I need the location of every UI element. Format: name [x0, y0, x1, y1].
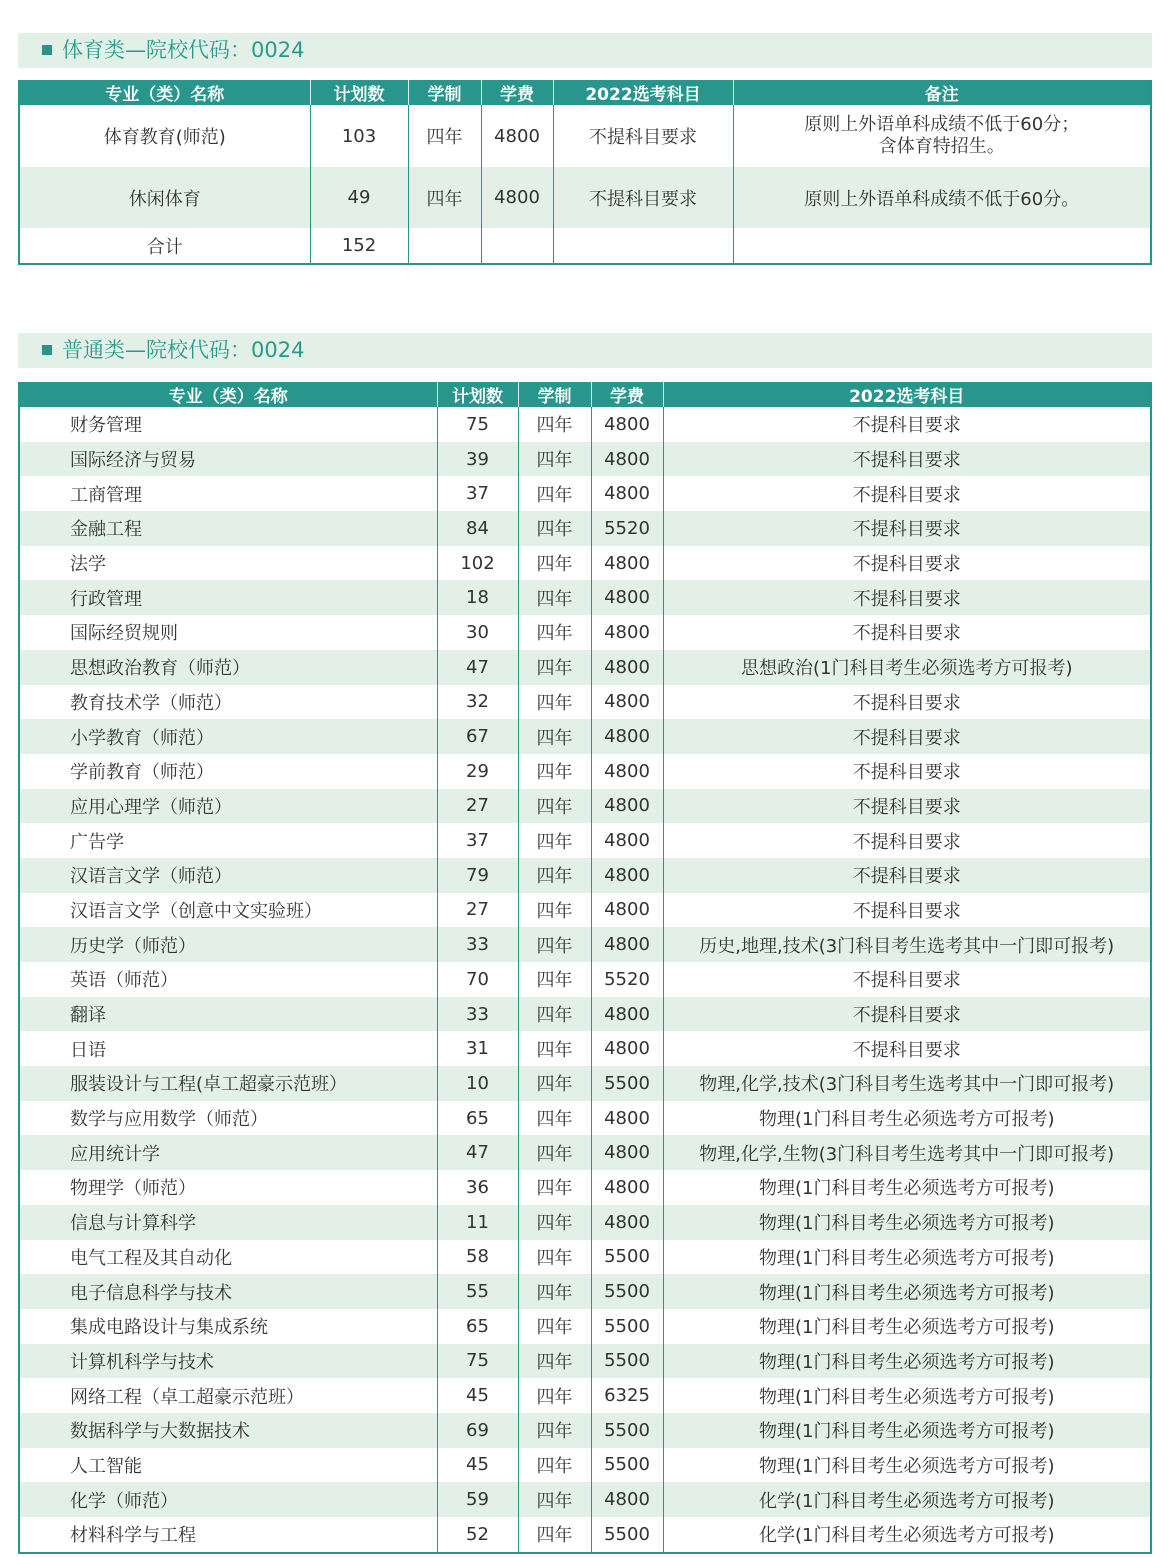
fee: 4800 [591, 719, 663, 754]
total-row [19, 228, 1151, 264]
fee: 5520 [591, 962, 663, 997]
table-row [19, 407, 1151, 442]
subjects: 不提科目要求 [663, 823, 1151, 858]
table-header-row [19, 382, 1151, 407]
years: 四年 [518, 1135, 591, 1170]
plan-count: 49 [310, 167, 408, 228]
section-title-general [18, 333, 1152, 368]
major-name: 应用统计学 [19, 1135, 437, 1170]
total-plan: 152 [310, 228, 408, 264]
plan-count: 30 [437, 615, 518, 650]
major-name: 英语（师范） [70, 970, 178, 992]
table-row [19, 546, 1151, 581]
major-name: 小学教育（师范） [19, 719, 437, 754]
table-row [19, 511, 1151, 546]
fee: 4800 [591, 1135, 663, 1170]
major-name: 教育技术学（师范） [70, 692, 232, 714]
subjects: 历史,地理,技术(3门科目考生选考其中一门即可报考) [663, 927, 1151, 962]
table-row [19, 962, 1151, 997]
subjects: 不提科目要求 [663, 962, 1151, 997]
subjects: 物理(1门科目考生必须选考方可报考) [663, 1413, 1151, 1448]
plan-count: 27 [437, 893, 518, 928]
major-name: 物理学（师范） [70, 1178, 196, 1200]
years: 四年 [518, 1101, 591, 1136]
subjects: 物理(1门科目考生必须选考方可报考) [663, 1448, 1151, 1483]
major-name: 材料科学与工程 [70, 1525, 196, 1547]
major-name: 财务管理 [70, 415, 142, 437]
table-row [19, 1274, 1151, 1309]
plan-count: 55 [437, 1274, 518, 1309]
table-row [19, 1378, 1151, 1413]
years: 四年 [408, 167, 481, 228]
plan-count: 58 [437, 1240, 518, 1275]
plan-count: 59 [437, 1482, 518, 1517]
table-row [19, 650, 1151, 685]
subjects: 物理(1门科目考生必须选考方可报考) [663, 1309, 1151, 1344]
years: 四年 [518, 476, 591, 511]
header-plan: 计划数 [437, 382, 518, 407]
years: 四年 [518, 650, 591, 685]
years: 四年 [518, 1205, 591, 1240]
major-name: 体育教育(师范) [103, 127, 226, 148]
fee: 4800 [591, 754, 663, 789]
table-row [19, 1135, 1151, 1170]
fee: 5500 [591, 1274, 663, 1309]
fee: 4800 [481, 105, 553, 167]
table-row [19, 754, 1151, 789]
note-line: 含体育特招生。 [878, 136, 1005, 157]
major-name: 广告学 [70, 831, 124, 853]
major-name: 行政管理 [19, 580, 437, 615]
subjects: 物理(1门科目考生必须选考方可报考) [663, 1274, 1151, 1309]
subjects: 物理,化学,技术(3门科目考生选考其中一门即可报考) [663, 1066, 1151, 1101]
header-fee: 学费 [591, 382, 663, 407]
subjects: 不提科目要求 [553, 105, 733, 167]
table-row [19, 1309, 1151, 1344]
subjects: 不提科目要求 [663, 1031, 1151, 1066]
section-title-sports [18, 33, 1152, 68]
plan-count: 52 [437, 1517, 518, 1553]
major-name: 法学 [70, 554, 106, 576]
years: 四年 [518, 1170, 591, 1205]
table-row [19, 1482, 1151, 1517]
fee: 5500 [591, 1309, 663, 1344]
subjects: 不提科目要求 [663, 442, 1151, 477]
subjects: 化学(1门科目考生必须选考方可报考) [663, 1482, 1151, 1517]
years: 四年 [518, 858, 591, 893]
fee: 4800 [591, 997, 663, 1032]
table-row [19, 1517, 1151, 1553]
fee: 4800 [591, 858, 663, 893]
subjects: 物理(1门科目考生必须选考方可报考) [663, 1344, 1151, 1379]
table-row [19, 1413, 1151, 1448]
header-major: 专业（类）名称 [19, 382, 437, 407]
subjects: 化学(1门科目考生必须选考方可报考) [663, 1517, 1151, 1553]
header-fee: 学费 [481, 80, 553, 105]
plan-count: 47 [437, 1135, 518, 1170]
table-row [19, 167, 1151, 228]
fee: 4800 [591, 407, 663, 442]
table-row [19, 1031, 1151, 1066]
fee: 4800 [591, 1482, 663, 1517]
plan-count: 37 [437, 476, 518, 511]
table-header-row [19, 80, 1151, 105]
years: 四年 [518, 962, 591, 997]
years: 四年 [518, 407, 591, 442]
header-years: 学制 [518, 382, 591, 407]
major-name: 翻译 [19, 997, 437, 1032]
years: 四年 [518, 1240, 591, 1275]
fee: 4800 [591, 1170, 663, 1205]
major-name: 历史学（师范） [19, 927, 437, 962]
header-major: 专业（类）名称 [19, 80, 310, 105]
plan-count: 103 [310, 105, 408, 167]
major-name: 汉语言文学（师范） [19, 858, 437, 893]
major-name: 思想政治教育（师范） [19, 650, 437, 685]
subjects: 不提科目要求 [663, 615, 1151, 650]
note-line: 原则上外语单科成绩不低于60分； [804, 114, 1080, 135]
major-name: 信息与计算科学 [19, 1205, 437, 1240]
fee: 5500 [591, 1240, 663, 1275]
total-label: 合计 [146, 236, 183, 258]
table-row [19, 1205, 1151, 1240]
plan-count: 33 [437, 997, 518, 1032]
table-row [19, 1344, 1151, 1379]
plan-count: 18 [437, 580, 518, 615]
subjects: 不提科目要求 [663, 546, 1151, 581]
section-title-text: 体育类—院校代码：0024 [62, 38, 305, 62]
square-bullet-icon [42, 45, 52, 55]
years: 四年 [518, 580, 591, 615]
years: 四年 [518, 546, 591, 581]
fee: 5500 [591, 1413, 663, 1448]
table-row [19, 823, 1151, 858]
fee: 4800 [591, 685, 663, 720]
major-name: 集成电路设计与集成系统 [70, 1317, 268, 1339]
major-name: 计算机科学与技术 [19, 1344, 437, 1379]
header-years: 学制 [408, 80, 481, 105]
table-row [19, 858, 1151, 893]
years: 四年 [518, 1517, 591, 1553]
plan-count: 67 [437, 719, 518, 754]
major-name: 应用心理学（师范） [19, 789, 437, 824]
table-row [19, 893, 1151, 928]
header-notes: 备注 [733, 80, 1151, 105]
subjects: 物理(1门科目考生必须选考方可报考) [663, 1378, 1151, 1413]
subjects: 不提科目要求 [663, 407, 1151, 442]
major-name: 金融工程 [19, 511, 437, 546]
notes [733, 105, 1151, 167]
subjects: 不提科目要求 [663, 476, 1151, 511]
plan-count: 31 [437, 1031, 518, 1066]
fee: 4800 [591, 823, 663, 858]
fee: 4800 [591, 442, 663, 477]
table-row [19, 1101, 1151, 1136]
subjects: 不提科目要求 [663, 997, 1151, 1032]
table-row [19, 685, 1151, 720]
plan-count: 79 [437, 858, 518, 893]
subjects: 不提科目要求 [663, 719, 1151, 754]
subjects: 物理,化学,生物(3门科目考生选考其中一门即可报考) [663, 1135, 1151, 1170]
plan-count: 36 [437, 1170, 518, 1205]
table-row [19, 105, 1151, 167]
years: 四年 [518, 789, 591, 824]
fee: 4800 [591, 650, 663, 685]
years: 四年 [518, 719, 591, 754]
major-name: 电子信息科学与技术 [19, 1274, 437, 1309]
years: 四年 [518, 1344, 591, 1379]
major-name: 人工智能 [70, 1455, 142, 1477]
plan-count: 75 [437, 1344, 518, 1379]
years: 四年 [518, 1448, 591, 1483]
plan-count: 45 [437, 1448, 518, 1483]
table-row [19, 927, 1151, 962]
fee: 4800 [481, 167, 553, 228]
fee: 4800 [591, 546, 663, 581]
major-name: 数据科学与大数据技术 [19, 1413, 437, 1448]
fee: 4800 [591, 615, 663, 650]
major-name: 化学（师范） [19, 1482, 437, 1517]
plan-count: 69 [437, 1413, 518, 1448]
subjects: 不提科目要求 [663, 858, 1151, 893]
major-name: 汉语言文学（创意中文实验班） [70, 900, 322, 922]
major-name: 数学与应用数学（师范） [70, 1109, 268, 1131]
table-row [19, 580, 1151, 615]
plan-count: 33 [437, 927, 518, 962]
table-row [19, 1448, 1151, 1483]
subjects: 不提科目要求 [663, 685, 1151, 720]
subjects: 物理(1门科目考生必须选考方可报考) [663, 1205, 1151, 1240]
subjects: 物理(1门科目考生必须选考方可报考) [663, 1170, 1151, 1205]
major-name: 国际经济与贸易 [19, 442, 437, 477]
fee: 5500 [591, 1344, 663, 1379]
fee: 5500 [591, 1066, 663, 1101]
years: 四年 [518, 1482, 591, 1517]
subjects: 不提科目要求 [663, 754, 1151, 789]
subjects: 不提科目要求 [663, 511, 1151, 546]
plan-count: 84 [437, 511, 518, 546]
general-table [18, 382, 1152, 1554]
plan-count: 75 [437, 407, 518, 442]
years: 四年 [518, 442, 591, 477]
major-name: 网络工程（卓工超豪示范班） [70, 1386, 304, 1408]
fee: 6325 [591, 1378, 663, 1413]
major-name: 电气工程及其自动化 [70, 1247, 232, 1269]
table-row [19, 719, 1151, 754]
fee: 4800 [591, 893, 663, 928]
table-row [19, 1170, 1151, 1205]
years: 四年 [518, 1031, 591, 1066]
years: 四年 [518, 1413, 591, 1448]
plan-count: 70 [437, 962, 518, 997]
sports-table [18, 80, 1152, 265]
plan-count: 10 [437, 1066, 518, 1101]
subjects: 不提科目要求 [663, 580, 1151, 615]
major-name: 服装设计与工程(卓工超豪示范班） [19, 1066, 437, 1101]
subjects: 物理(1门科目考生必须选考方可报考) [663, 1240, 1151, 1275]
plan-count: 39 [437, 442, 518, 477]
table-row [19, 1066, 1151, 1101]
plan-count: 45 [437, 1378, 518, 1413]
table-row [19, 789, 1151, 824]
fee: 5520 [591, 511, 663, 546]
years: 四年 [408, 105, 481, 167]
subjects: 不提科目要求 [553, 167, 733, 228]
plan-count: 37 [437, 823, 518, 858]
notes: 原则上外语单科成绩不低于60分。 [733, 167, 1151, 228]
major-name: 学前教育（师范） [70, 762, 214, 784]
years: 四年 [518, 1378, 591, 1413]
header-subjects: 2022选考科目 [553, 80, 733, 105]
major-name: 工商管理 [70, 484, 142, 506]
subjects: 物理(1门科目考生必须选考方可报考) [663, 1101, 1151, 1136]
years: 四年 [518, 685, 591, 720]
plan-count: 29 [437, 754, 518, 789]
subjects: 不提科目要求 [663, 789, 1151, 824]
plan-count: 27 [437, 789, 518, 824]
table-row [19, 476, 1151, 511]
major-name: 国际经贸规则 [70, 623, 178, 645]
subjects: 思想政治(1门科目考生必须选考方可报考) [663, 650, 1151, 685]
table-row [19, 997, 1151, 1032]
header-subjects: 2022选考科目 [663, 382, 1151, 407]
fee: 4800 [591, 1101, 663, 1136]
plan-count: 65 [437, 1101, 518, 1136]
section-title-text: 普通类—院校代码：0024 [62, 338, 305, 362]
header-plan: 计划数 [310, 80, 408, 105]
plan-count: 65 [437, 1309, 518, 1344]
years: 四年 [518, 1274, 591, 1309]
years: 四年 [518, 1066, 591, 1101]
plan-count: 47 [437, 650, 518, 685]
years: 四年 [518, 823, 591, 858]
fee: 5500 [591, 1448, 663, 1483]
fee: 4800 [591, 927, 663, 962]
years: 四年 [518, 927, 591, 962]
fee: 4800 [591, 1031, 663, 1066]
years: 四年 [518, 997, 591, 1032]
years: 四年 [518, 615, 591, 650]
fee: 5500 [591, 1517, 663, 1553]
plan-count: 102 [437, 546, 518, 581]
subjects: 不提科目要求 [663, 893, 1151, 928]
fee: 4800 [591, 789, 663, 824]
fee: 4800 [591, 580, 663, 615]
fee: 4800 [591, 1205, 663, 1240]
table-row [19, 1240, 1151, 1275]
years: 四年 [518, 1309, 591, 1344]
years: 四年 [518, 511, 591, 546]
plan-count: 32 [437, 685, 518, 720]
table-row [19, 615, 1151, 650]
years: 四年 [518, 754, 591, 789]
major-name: 日语 [70, 1039, 106, 1061]
fee: 4800 [591, 476, 663, 511]
years: 四年 [518, 893, 591, 928]
square-bullet-icon [42, 345, 52, 355]
plan-count: 11 [437, 1205, 518, 1240]
table-row [19, 442, 1151, 477]
major-name: 休闲体育 [19, 167, 310, 228]
